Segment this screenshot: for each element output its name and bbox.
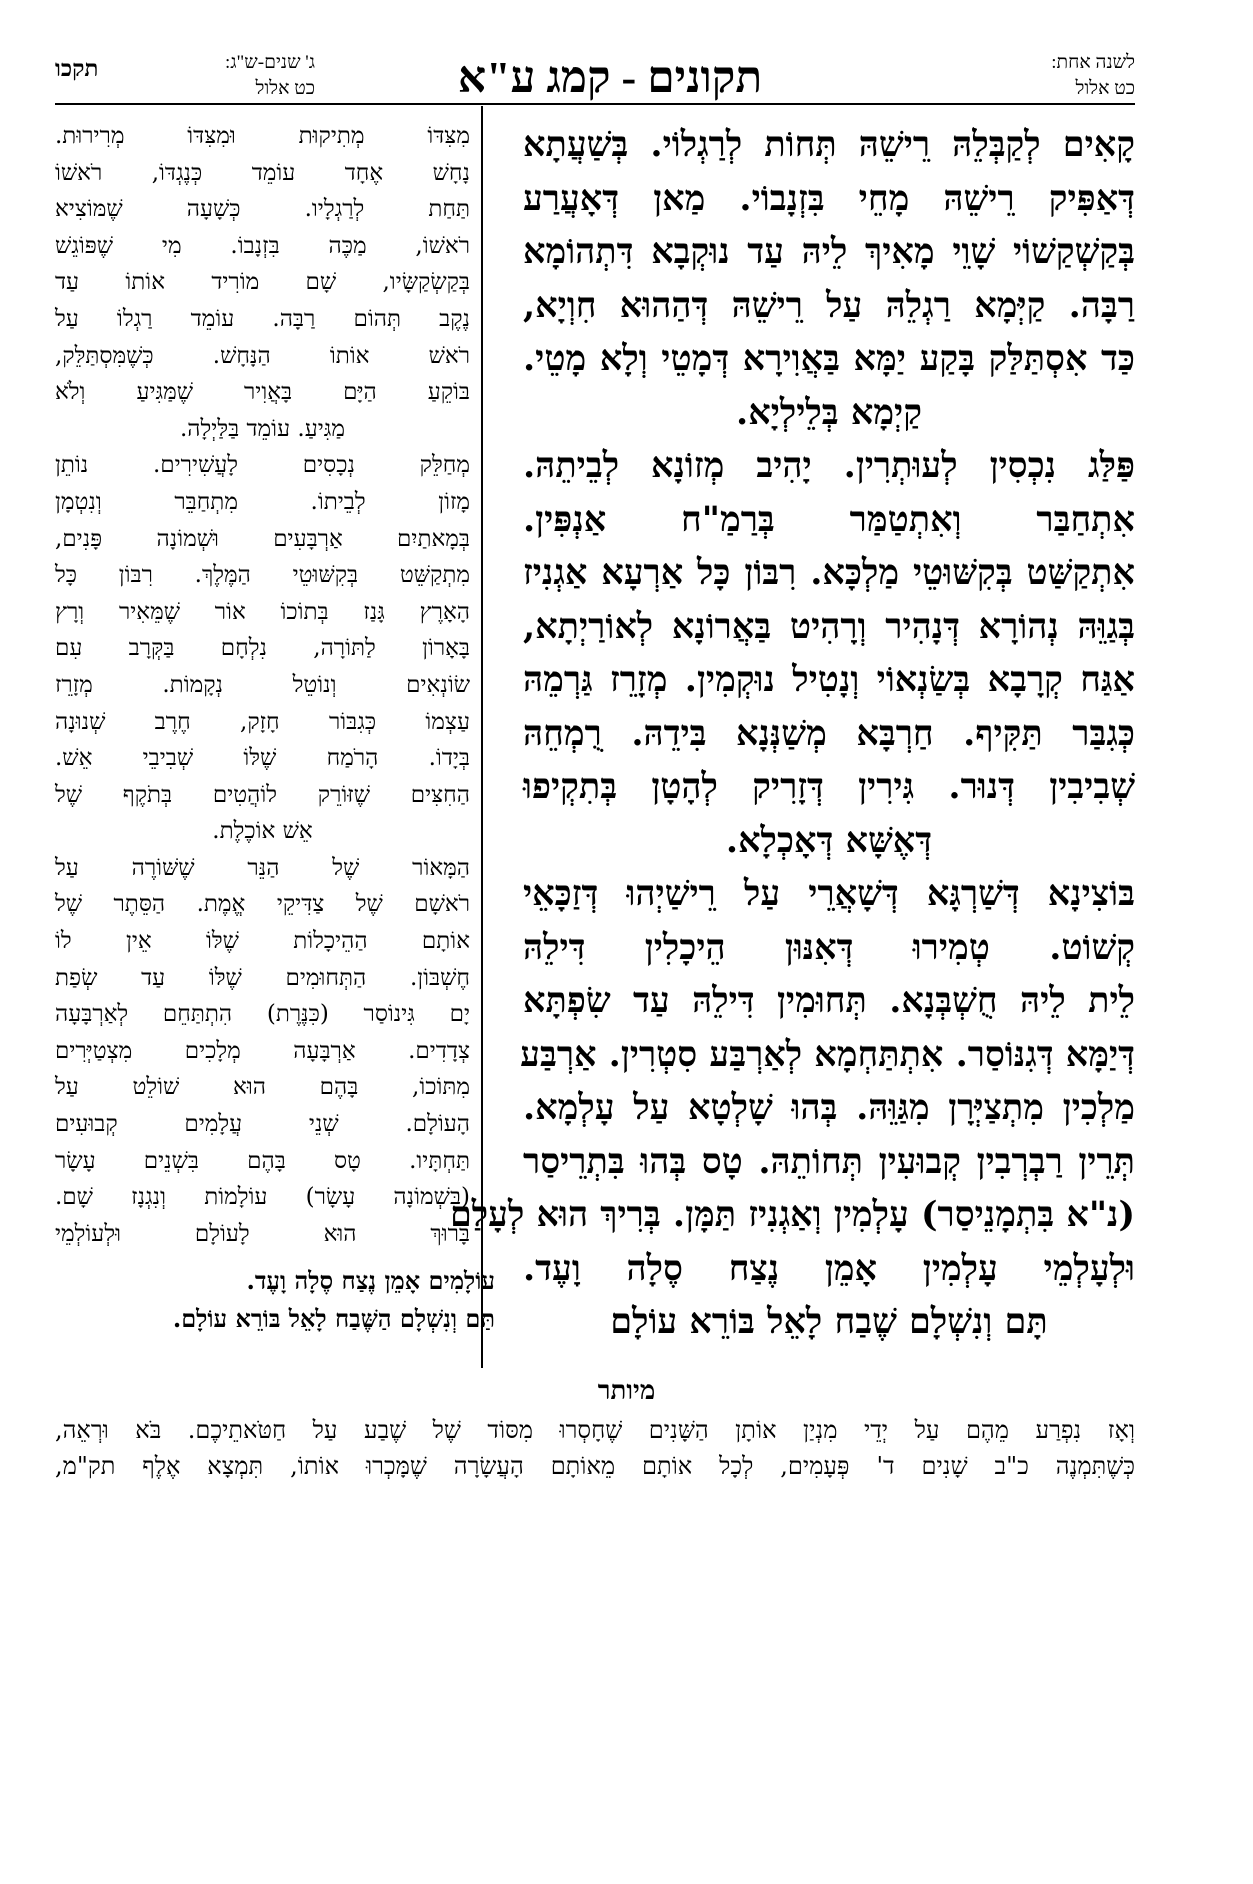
side-text-line: אֵשׁ אוֹכֶלֶת.: [212, 818, 313, 845]
side-text-line: צְדָדִים. אַרְבָּעָה מְלָכִים מִצְטַיְּרִים: [55, 1037, 470, 1064]
main-text-line: מַלְכִין מִתְצַיְּרָן מִגַּוֵּהּ. בְּהוּ שָׁלְטָא עַל עָלְמָא.: [523, 1087, 1135, 1128]
main-text-line: תְּרֵין רַבְרְבִין קְבוּעִין תְּחוֹתֵהּ. טָס בְּהוּ בִּתְרֵיסַר: [523, 1140, 1135, 1182]
side-text-line: עַצְמוֹ כְּגִבּוֹר חָזָק, חֶרֶב שְׁנוּנָה: [55, 708, 470, 735]
side-text-line: אוֹתָם הַהֵיכָלוֹת שֶׁלּוֹ אֵין לוֹ: [55, 928, 470, 955]
header-left-line2: כט אלול: [255, 78, 315, 99]
side-text-line: נֶקֶב תְּהוֹם רַבָּה. עוֹמֵד רַגְלוֹ עַל: [55, 305, 470, 332]
side-text-line: יָם גִּינוֹסַר (כִּנֶּרֶת) הִתְתַּחֵם לְאַרְבָּעָה: [55, 1001, 470, 1028]
main-text-line: פַּלַּג נִכְסִין לְעוּתְרִין. יָהִיב מְזוֹנָא לְבֵיתֵהּ.: [523, 445, 1135, 486]
side-text-line: רֹאשׁוֹ, מַכֶּה בִּזְנָבוֹ. מִי שֶׁפּוֹגֵשׁ: [55, 232, 470, 259]
side-text-line: הָאָרֶץ גָּנַז בְּתוֹכוֹ אוֹר שֶׁמֵּאִיר וְרָץ: [55, 598, 470, 625]
side-text-line: תַּחְתָּיו. טָס בָּהֶם בִּשְׁנֵים עָשָׂר: [55, 1147, 470, 1174]
page-number: תקכו: [55, 56, 99, 81]
main-text-line: רַבָּה. קַיְּמָא רַגְלֵהּ עַל רֵישֵׁהּ דְּהַהוּא חִוְיָא,: [523, 284, 1135, 326]
side-text-line: שׂוֹנְאִים וְנוֹטֵל נְקָמוֹת. מְזָרֵז: [55, 671, 470, 698]
side-text-line: בּוֹקֵעַ הַיָּם בָּאֲוִיר שֶׁמַּגִּיעַ וְלֹא: [55, 379, 470, 406]
main-text-line: תָּם וְנִשְׁלָם שֶׁבַח לָאֵל בּוֹרֵא עוֹלָם: [610, 1301, 1048, 1342]
side-text-line: מִצִּדּוֹ מְתִיקוּת וּמִצִּדּוֹ מְרִירוּת.: [55, 123, 470, 149]
main-text-line: שְׁבִיבִין דְּנוּר. גִּירִין דְּזָרִיק לְהָטָן בְּתִקְיפוּ: [523, 766, 1135, 807]
page-title: תקונים - קמג ע"א: [457, 53, 763, 102]
main-text-line: אַגַּח קְרָבָא בְּשַׂנְאוֹי וְנָטִיל נוּקְמִין. מְזָרֵז גַּרְמֵהּ: [523, 659, 1135, 700]
header-rule: [55, 103, 1135, 105]
side-text-line: בְּיָדוֹ. הָרֹמַח שֶׁלּוֹ שְׁבִיבֵי אֵשׁ.: [55, 745, 470, 772]
main-text-line: בּוֹצִינָא דְּשַׁרְגָּא דְּשָׁאֲרֵי עַל רֵישַׁיְהוּ דְּזַכָּאֵי: [523, 873, 1135, 914]
side-text-line: מָזוֹן לְבֵיתוֹ. מִתְחַבֵּר וְנִטְמָן: [55, 488, 470, 515]
footer-line: וְאָז נִפְרַע מֵהֶם עַל יְדֵי מִנְיַן אוֹתָן הַשָּׁנִים שֶׁחָסְרוּ מִסּוֹד שֶׁל שֶׁבַע עַל חַטֹּאתֵיכֶם. בֹּא וּרְאֵה,: [55, 1416, 1135, 1444]
side-text-line: נָחָשׁ אֶחָד עוֹמֵד כְּנֶגְדּוֹ, רֹאשׁוֹ: [55, 159, 470, 186]
main-text-line: דְּיַמָּא דְּגִנּוֹסַר. אִתְתַּחְמָא לְאַרְבַּע סִטְרִין. אַרְבַּע: [520, 1033, 1135, 1075]
side-text-line: מִתּוֹכוֹ, בָּהֶם הוּא שׁוֹלֵט עַל: [55, 1074, 470, 1101]
main-text-line: אִתְחַבַּר וְאִתְטַמַּר בְּרַמַ"ח אַנְפִּין.: [523, 498, 1135, 540]
header-right-line1: לשנה אחת:: [1051, 52, 1135, 73]
side-text-line: מַגִּיעַ. עוֹמֵד בַּלַּיְלָה.: [180, 415, 345, 442]
side-text-line: בְּמָאתַיִם אַרְבָּעִים וּשְׁמוֹנָה פָּנִים,: [55, 525, 470, 552]
main-text-line: וּלְעָלְמֵי עָלְמִין אָמֵן נֶצַח סֶלָה וָעֶד.: [523, 1247, 1135, 1289]
side-text-line: מְחַלֵּק נְכָסִים לָעֲשִׁירִים. נוֹתֵן: [55, 452, 470, 479]
main-text-line: דְּאֶשָּׁא דְּאָכְלָא.: [725, 819, 933, 861]
side-hebrew-column: [55, 118, 470, 1252]
main-aramaic-column: [449, 118, 1135, 1349]
side-text-line: בָּאָרוֹן לַתּוֹרָה, נִלְחָם בַּקְּרָב עִם: [55, 635, 470, 662]
main-text-line: קָאִים לְקַבְּלֵהּ רֵישֵׁהּ תְּחוֹת לְרַגְלוֹי. בְּשַׁעֲתָא: [523, 124, 1135, 165]
main-text-line: בְּגַוֵּהּ נְהוֹרָא דְּנָהִיר וְרָהִיט בַּאֲרוֹנָא לְאוֹרַיְתָא,: [523, 605, 1135, 647]
side-text-line: מִתְקַשֵּׁט בְּקִשּׁוּטֵי הַמֶּלֶךְ. רִבּוֹן כָּל: [55, 562, 470, 589]
header-right: [965, 50, 1135, 102]
footer-line: כְּשֶׁתִּמְנֶה כ"ב שָׁנִים ד' פְּעָמִים, לְכָל אוֹתָם מֵאוֹתָם הָעֲשָׂרָה שֶׁמָּכְרוּ אוֹתוֹ, תִּמְצָא אֶלֶף תק"מ,: [55, 1452, 1135, 1480]
footer-text: [55, 1412, 1135, 1484]
header-left-line1: ג' שנים-ש"ג:: [225, 52, 315, 73]
column-divider: [481, 106, 483, 1368]
side-text-line: הַמָּאוֹר שֶׁל הַנֵּר שֶׁשּׁוֹרֶה עַל: [55, 854, 470, 881]
side-text-line: חֶשְׁבּוֹן. הַתְּחוּמִים שֶׁלּוֹ עַד שְׂפַת: [55, 964, 470, 991]
side-text-line: בָּרוּךְ הוּא לָעוֹלָם וּלְעוֹלְמֵי: [55, 1220, 470, 1247]
side-text-line: רֹאשָׁם שֶׁל צַדִּיקֵי אֱמֶת. הַסֵּתֶר שֶׁל: [55, 891, 470, 918]
main-text-line: בְּקַשְׁקַשׁוֹי שָׁוֵי מָאִיךְ לֵיהּ עַד נוּקְבָא דִּתְהוֹמָא: [523, 231, 1135, 272]
main-text-line: כַּד אִסְתַּלַּק בָּקַע יַמָּא בַּאֲוִירָא דְּמָטֵי וְלָא מָטֵי.: [523, 338, 1135, 379]
side-text-line: בְּקַשְׂקַשָּׂיו, שָׁם מוֹרִיד אוֹתוֹ עַד: [55, 269, 470, 296]
main-text-line: לֵית לֵיהּ חֻשְׁבְּנָא. תְּחוּמִין דִּילֵהּ עַד שִׂפְתָּא: [523, 980, 1135, 1021]
main-text-line: קְשׁוֹט. טְמִירוּ דְּאִנּוּן הֵיכָלִין דִּילֵהּ: [523, 926, 1135, 968]
side-text-line: רֹאשׁ אוֹתוֹ הַנָּחָשׁ. כְּשֶׁמִּסְתַּלֵּק,: [55, 342, 470, 369]
side-text-line: הַחִצִּים שֶׁזּוֹרֵק לוֹהֲטִים בְּתֹקֶף שֶׁל: [55, 781, 470, 808]
main-text-line: קַיְמָא בְּלֵילְיָא.: [736, 391, 922, 433]
side-text-line: הָעוֹלָם. שְׁנֵי עֲלָמִים קְבוּעִים: [55, 1111, 470, 1138]
side-tail-line: תַּם וְנִשְׁלָם הַשֶּׁבַח לָאֵל בּוֹרֵא עוֹלָם.: [172, 1304, 495, 1333]
side-text-line: תַּחַת לְרַגְלָיו. כְּשָׁעָה שֶׁמּוֹצִיא: [55, 196, 470, 223]
main-text-line: דְּאַפִּיק רֵישֵׁהּ מָחֵי בִּזְנָבוֹי. מַאן דְּאָעֲרַע: [523, 177, 1135, 219]
main-text-line: כְּגִבַּר תַּקִּיף. חַרְבָּא מְשַׁנְּנָא בִּידֵהּ. רֻמְחֵהּ: [523, 712, 1135, 754]
main-text-line: אִתְקַשַּׁט בְּקִשּׁוּטֵי מַלְכָּא. רִבּוֹן כָּל אַרְעָא אַגְנִיז: [523, 552, 1135, 593]
footer-heading: מיותר: [597, 1376, 656, 1405]
side-tail-line: עוֹלָמִים אָמֵן נֶצַח סֶלָה וָעֶד.: [246, 1266, 495, 1295]
main-text-line: (נ"א בִּתְמָנֵיסַר) עָלְמִין וְאַגְנִיז תַּמָּן. בְּרִיךְ הוּא לְעָלַם: [449, 1194, 1135, 1235]
side-text-line: (בִּשְׁמוֹנָה עָשָׂר) עוֹלָמוֹת וְנִגְנָז שָׁם.: [55, 1184, 470, 1211]
header-right-line2: כט אלול: [1075, 78, 1135, 99]
